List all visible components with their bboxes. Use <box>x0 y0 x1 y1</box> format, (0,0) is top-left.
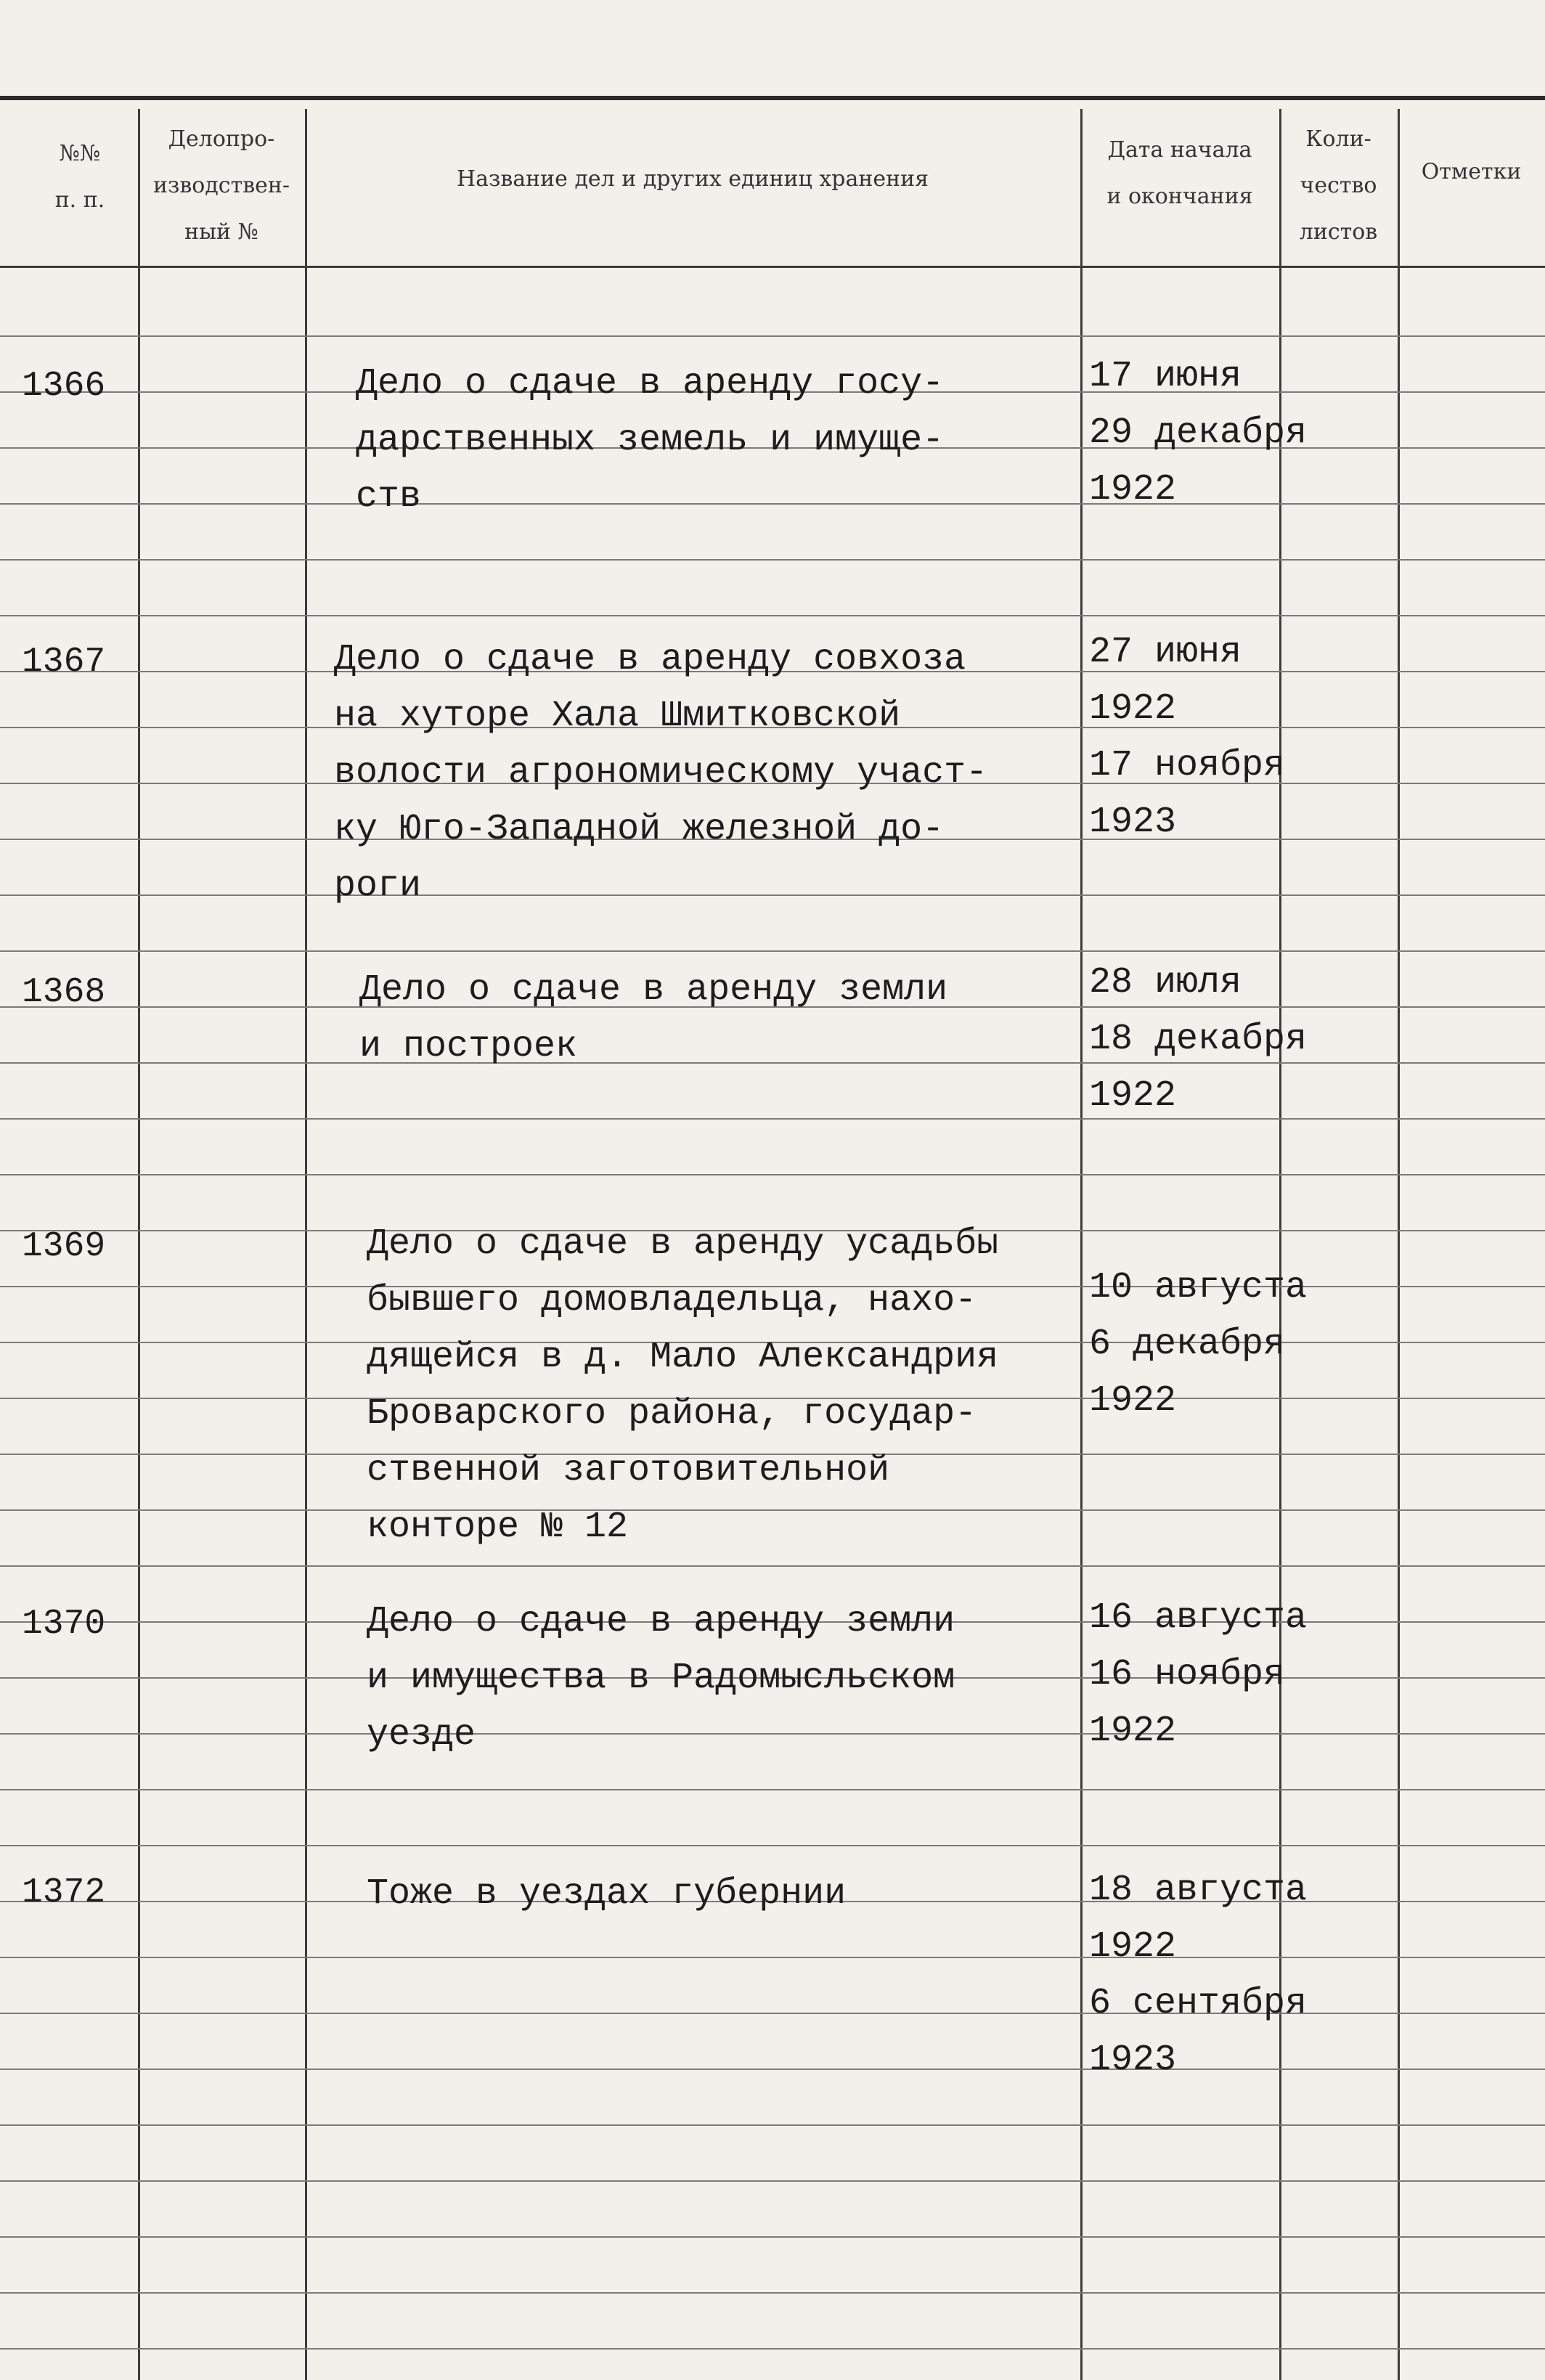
record-dates <box>1089 955 1307 1125</box>
record-date-line: 6 сентября <box>1089 1983 1308 2024</box>
record-dates <box>1089 1862 1307 2089</box>
record-title-line: Тоже в уездах губернии <box>367 1873 847 1915</box>
ruled-line <box>0 1957 1545 1958</box>
record-title-line: ственной заготовительной <box>367 1450 890 1491</box>
column-divider <box>138 109 140 2380</box>
header-number-line: №№ <box>59 141 101 166</box>
header-notes-column <box>1398 149 1545 195</box>
record-title-line: дарственных земель и имуще- <box>356 420 945 461</box>
record-title-line: на хуторе Хала Шмитковской <box>334 696 901 737</box>
record-title <box>334 632 987 915</box>
header-sheets-column <box>1279 116 1398 256</box>
header-sheets-line: листов <box>1299 219 1378 245</box>
ruled-line <box>0 950 1545 952</box>
header-office-number-column <box>138 116 305 256</box>
header-office-line: изводствен- <box>153 173 290 198</box>
ruled-line <box>0 1118 1545 1120</box>
ruled-line <box>0 2069 1545 2070</box>
record-date-line: 16 ноября <box>1089 1654 1286 1695</box>
ruled-line <box>0 615 1545 616</box>
ruled-line <box>0 2236 1545 2238</box>
record-title-line: и имущества в Радомысльском <box>367 1658 955 1699</box>
record-number: 1370 <box>22 1605 106 1644</box>
record-number: 1367 <box>22 643 106 682</box>
ruled-line <box>0 1845 1545 1846</box>
ruled-line <box>0 1174 1545 1175</box>
record-date-line: 18 августа <box>1089 1870 1308 1911</box>
record-title <box>367 1866 846 1923</box>
header-title-column <box>305 156 1080 203</box>
record-date-line: 1922 <box>1089 1075 1177 1117</box>
record-date-line: 18 декабря <box>1089 1019 1308 1060</box>
ruled-line <box>0 2124 1545 2126</box>
header-dates-line: и окончания <box>1106 184 1253 209</box>
record-date-line: 17 ноября <box>1089 745 1286 786</box>
record-date-line: 1922 <box>1089 1926 1177 1968</box>
header-office-line: Делопро- <box>168 126 275 152</box>
record-title <box>367 1216 998 1556</box>
record-date-line: 29 декабря <box>1089 412 1308 454</box>
header-dates-column <box>1080 127 1279 220</box>
record-dates <box>1089 1590 1307 1760</box>
record-number: 1368 <box>22 973 106 1012</box>
record-date-line: 1923 <box>1089 2039 1177 2081</box>
column-divider <box>1398 109 1400 2380</box>
record-number: 1369 <box>22 1227 106 1266</box>
record-title <box>359 962 947 1075</box>
ruled-line <box>0 2348 1545 2350</box>
ruled-line <box>0 335 1545 337</box>
record-title-line: бывшего домовладельца, нахо- <box>367 1280 977 1321</box>
record-title <box>367 1594 955 1764</box>
header-sheets-line: чество <box>1300 173 1377 198</box>
record-title-line: Дело о сдаче в аренду земли <box>367 1601 955 1642</box>
record-date-line: 1922 <box>1089 688 1177 730</box>
header-number-line: п. п. <box>54 187 105 213</box>
column-divider <box>305 109 307 2380</box>
record-date-line: 16 августа <box>1089 1597 1308 1639</box>
record-dates <box>1089 1260 1307 1430</box>
record-date-line: 1923 <box>1089 802 1177 843</box>
ruled-line <box>0 559 1545 561</box>
record-date-line: 27 июня <box>1089 632 1242 673</box>
record-title-line: дящейся в д. Мало Александрия <box>367 1337 999 1378</box>
record-date-line: 1922 <box>1089 1380 1177 1422</box>
record-title-line: и построек <box>359 1026 578 1067</box>
header-notes-text: Отметки <box>1421 159 1522 184</box>
record-title-line: ств <box>356 476 422 518</box>
record-number: 1366 <box>22 367 106 406</box>
header-office-line: ный № <box>184 219 258 245</box>
header-sheets-line: Коли- <box>1305 126 1371 152</box>
record-date-line: 28 июля <box>1089 962 1242 1003</box>
record-date-line: 1922 <box>1089 1711 1177 1752</box>
ruled-line <box>0 2292 1545 2294</box>
ruled-line <box>0 2013 1545 2014</box>
record-title-line: волости агрономическому участ- <box>334 752 988 794</box>
header-dates-line: Дата начала <box>1107 137 1252 163</box>
record-title-line: уезде <box>367 1714 476 1756</box>
column-divider <box>1080 109 1083 2380</box>
record-title-line: Дело о сдаче в аренду госу- <box>356 363 945 404</box>
ruled-line <box>0 2180 1545 2182</box>
ruled-line <box>0 1789 1545 1790</box>
record-title-line: ку Юго-Западной железной до- <box>334 809 945 850</box>
record-date-line: 6 декабря <box>1089 1324 1286 1365</box>
record-title-line: роги <box>334 865 422 907</box>
top-rule <box>0 96 1545 100</box>
header-number-column <box>22 131 138 224</box>
record-title <box>356 356 944 526</box>
ruled-line <box>0 1565 1545 1567</box>
record-title-line: Дело о сдаче в аренду усадьбы <box>367 1223 999 1265</box>
record-date-line: 17 июня <box>1089 356 1242 397</box>
record-number: 1372 <box>22 1873 106 1912</box>
header-bottom-rule <box>0 266 1545 268</box>
record-date-line: 10 августа <box>1089 1267 1308 1308</box>
record-dates <box>1089 624 1285 851</box>
record-title-line: Броварского района, государ- <box>367 1393 977 1435</box>
record-title-line: Дело о сдаче в аренду земли <box>359 969 948 1011</box>
record-date-line: 1922 <box>1089 469 1177 510</box>
record-title-line: Дело о сдаче в аренду совхоза <box>334 639 966 680</box>
header-title-text: Название дел и других единиц хранения <box>456 166 929 192</box>
record-dates <box>1089 349 1307 518</box>
record-title-line: конторе № 12 <box>367 1507 629 1548</box>
